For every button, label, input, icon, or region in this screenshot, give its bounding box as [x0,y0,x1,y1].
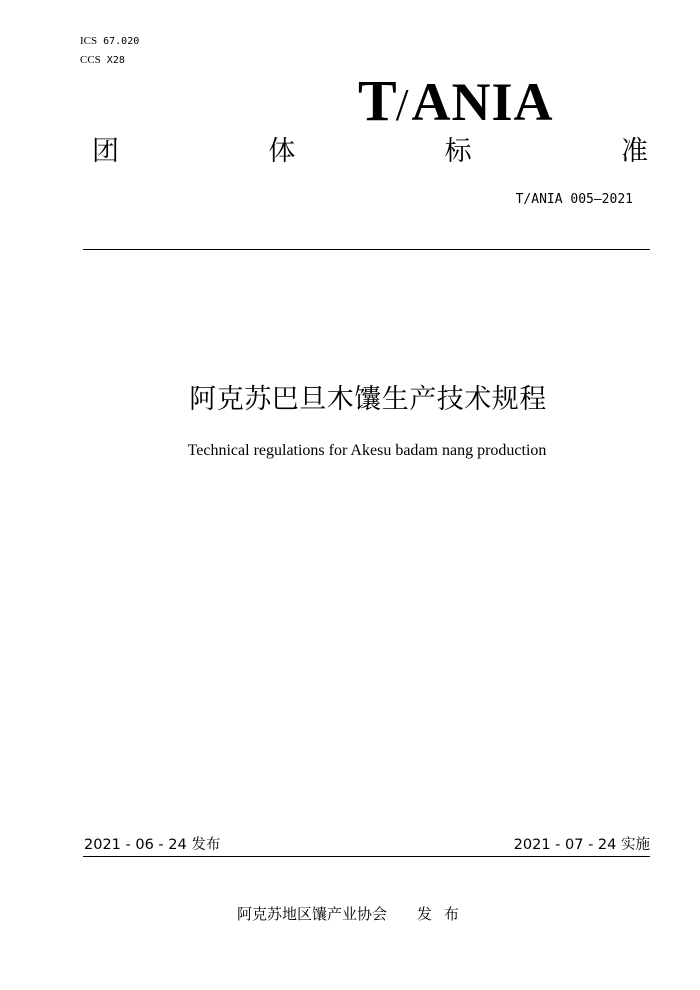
organization-logo [358,70,618,132]
standard-type-char: 准 [620,136,648,167]
publish-date: 2021 - 06 - 24 发布 [84,837,221,853]
standard-number: T/ANIA 005—2021 [515,192,633,207]
bottom-divider [83,856,650,857]
ccs-label: CCS [80,54,101,66]
ics-label: ICS [80,35,98,47]
top-divider [83,249,650,250]
standard-type-char: 团 [92,136,119,167]
implement-date: 2021 - 07 - 24 实施 [513,837,650,853]
logo-org-letters: ANIA [411,72,554,132]
logo-slash: / [395,79,410,130]
standard-type-heading [92,134,648,170]
publisher-line [237,903,471,925]
standard-type-char: 体 [268,136,296,167]
ics-code [80,34,139,49]
publisher-action: 发布 [417,905,472,923]
logo-letter-t: T [358,68,398,133]
ics-value: 67.020 [103,36,140,47]
publisher-name: 阿克苏地区馕产业协会 [237,905,388,923]
ccs-value: X28 [106,55,125,66]
document-title-en: Technical regulations for Akesu badam nang production [187,442,547,459]
standard-type-char: 标 [444,136,472,167]
document-title-cn: 阿克苏巴旦木馕生产技术规程 [189,384,547,415]
ccs-code [80,53,125,68]
